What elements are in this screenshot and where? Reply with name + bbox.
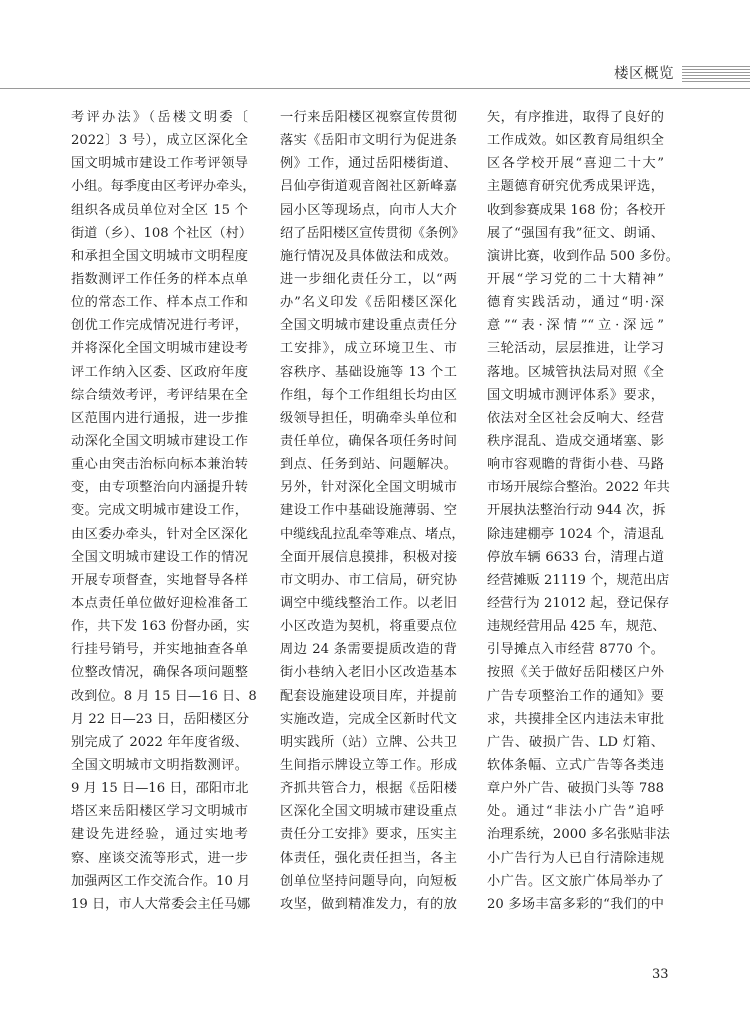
text-line: 小广告。区文旅广体局举办了 [487,873,664,889]
text-line: 街道（乡）、108 个社区（村） [71,225,253,241]
text-line: 引导摊点入市经营 8770 个。 [487,642,664,658]
text-column-2 [280,106,465,916]
header-decoration-lines [682,66,750,82]
header-rule [0,88,750,89]
text-line: 主题德育研究优秀成果评选， [487,179,664,195]
text-line: 经营行为 21012 起，登记保存 [487,595,670,611]
text-line: 处。通过“非法小广告”追呼 [487,804,664,820]
text-line: 改到位。8 月 15 日—16 日、8 [71,688,257,704]
text-column-1 [71,106,257,916]
text-line: 工作成效。如区教育局组织全 [487,133,664,149]
text-line: 综合绩效考评，考评结果在全 [71,387,248,403]
text-line: 响市容观瞻的背街小巷、马路 [487,457,664,473]
text-line: 除违建棚亭 1024 个，清退乱 [487,526,664,542]
text-line: 绍了岳阳楼区宣传贯彻《条例》 [280,225,465,241]
text-line: 塔区来岳阳楼区学习文明城市 [71,804,248,820]
text-line: 全国文明城市文明指数测评。 [71,757,248,773]
text-line: 作，共下发 163 份督办函，实 [71,619,250,635]
text-line: 到点、任务到站、问题解决。 [280,457,457,473]
text-line: 实施改造，完成全区新时代文 [280,711,457,727]
text-line: 市场开展综合整治。2022 年共 [487,480,670,496]
text-line: 小组。每季度由区考评办牵头， [71,179,256,195]
text-line: 齐抓共管合力，根据《岳阳楼 [280,781,457,797]
text-line: 作组，每个工作组组长均由区 [280,387,457,403]
page-number: 33 [652,967,669,982]
text-line: 施行情况及具体做法和成效。 [280,248,457,264]
text-line: 重心由突击治标向标本兼治转 [71,457,248,473]
text-line: 创单位坚持问题导向，向短板 [280,873,457,889]
text-line: 区深化全国文明城市建设重点 [280,804,457,820]
text-line: 按照《关于做好岳阳楼区户外 [487,665,664,681]
text-line: 办”名义印发《岳阳楼区深化 [280,295,457,311]
text-line: 位的常态工作、样本点工作和 [71,295,248,311]
text-line: 软体条幅、立式广告等各类违 [487,757,664,773]
text-line: 和承担全国文明城市文明程度 [71,248,248,264]
text-line: 考评办法》（岳楼文明委〔 [71,110,248,125]
text-line: 演讲比赛，收到作品 500 多份。 [487,248,679,264]
text-line: 明实践所（站）立牌、公共卫 [280,734,457,750]
text-line: 体责任，强化责任担当，各主 [280,850,457,866]
text-line: 并将深化全国文明城市建设考 [71,341,248,357]
text-line: 建设工作中基础设施薄弱、空 [280,503,457,519]
text-line: 别完成了 2022 年年度省级、 [71,734,248,750]
text-line: 小广告行为人已自行清除违规 [487,850,664,866]
text-line: 容秩序、基础设施等 13 个工 [280,364,457,380]
text-line: 广告专项整治工作的通知》要 [487,688,664,704]
text-line: 变，由专项整治向内涵提升转 [71,480,248,496]
text-line: 例》工作，通过岳阳楼街道、 [280,156,457,172]
text-line: 行挂号销号，并实地抽查各单 [71,642,248,658]
text-line: 2022〕3 号），成立区深化全 [71,133,248,149]
text-line: 动深化全国文明城市建设工作 [71,433,248,449]
text-line: 工安排》，成立环境卫生、市 [280,341,457,357]
text-line: 进一步细化责任分工，以“两 [280,271,457,287]
text-line: 责任单位，确保各项任务时间 [280,433,457,449]
text-line: 变。完成文明城市建设工作， [71,503,248,519]
text-line: 由区委办牵头，针对全区深化 [71,526,248,542]
text-line: 生间指示牌设立等工作。形成 [280,757,457,773]
text-line: 落地。区城管执法局对照《全 [487,364,664,380]
text-line: 攻坚，做到精准发力，有的放 [280,896,457,912]
text-line: 园小区等现场点，向市人大介 [280,202,457,218]
text-line: 建设先进经验，通过实地考 [71,827,248,843]
text-line: 开展“学习党的二十大精神” [487,271,664,287]
text-line: 德育实践活动，通过“明·深 [487,295,664,311]
text-line: 组织各成员单位对全区 15 个 [71,202,248,218]
text-line: 求，共摸排全区内违法未审批 [487,711,664,727]
text-line: 20 多场丰富多彩的“我们的中 [487,896,664,912]
text-line: 意”“表·深情”“立·深远” [487,318,664,334]
text-line: 全国文明城市建设工作的情况 [71,549,248,565]
text-line: 调空中缆线整治工作。以老旧 [280,595,457,611]
text-line: 秩序混乱、造成交通堵塞、影 [487,433,664,449]
text-line: 级领导担任，明确牵头单位和 [280,410,457,426]
text-line: 收到参赛成果 168 份；各校开 [487,202,666,218]
text-line: 指数测评工作任务的样本点单 [71,271,248,287]
text-line: 展了“强国有我”征文、朗诵、 [487,225,664,241]
text-line: 吕仙亭街道观音阁社区新峰嘉 [280,179,457,195]
text-line: 广告、破损广告、LD 灯箱、 [487,734,664,750]
text-line: 评工作纳入区委、区政府年度 [71,364,248,380]
text-line: 创优工作完成情况进行考评， [71,318,248,334]
text-line: 一行来岳阳楼区视察宣传贯彻 [280,110,457,125]
text-line: 经营摊贩 21119 个，规范出店 [487,572,670,588]
text-line: 位整改情况，确保各项问题整 [71,665,248,681]
text-line: 国文明城市建设工作考评领导 [71,156,248,172]
text-line: 依法对全区社会反响大、经营 [487,410,664,426]
text-line: 中缆线乱拉乱牵等难点、堵点， [280,526,465,542]
text-line: 另外，针对深化全国文明城市 [280,480,457,496]
text-line: 责任分工安排》要求，压实主 [280,827,457,843]
text-line: 治理系统，2000 多名张贴非法 [487,827,670,843]
text-line: 察、座谈交流等形式，进一步 [71,850,248,866]
text-line: 国文明城市测评体系》要求， [487,387,664,403]
text-line: 小区改造为契机，将重要点位 [280,619,457,635]
text-line: 章户外广告、破损门头等 788 [487,781,664,797]
text-line: 9 月 15 日—16 日，邵阳市北 [71,781,249,797]
text-line: 矢，有序推进，取得了良好的 [487,110,664,125]
text-line: 市文明办、市工信局，研究协 [280,572,457,588]
text-line: 区各学校开展“喜迎二十大” [487,156,664,172]
text-line: 落实《岳阳市文明行为促进条 [280,133,457,149]
text-line: 违规经营用品 425 车，规范、 [487,619,666,635]
text-line: 月 22 日—23 日，岳阳楼区分 [71,711,250,727]
text-line: 三轮活动，层层推进，让学习 [487,341,664,357]
text-line: 配套设施建设项目库，并提前 [280,688,457,704]
text-line: 全国文明城市建设重点责任分 [280,318,457,334]
page-header [0,58,750,86]
text-line: 加强两区工作交流合作。10 月 [71,873,251,889]
text-line: 开展执法整治行动 944 次，拆 [487,503,666,519]
section-title: 楼区概览 [614,66,674,82]
text-line: 全面开展信息摸排，积极对接 [280,549,457,565]
text-line: 开展专项督查，实地督导各样 [71,572,248,588]
text-line: 街小巷纳入老旧小区改造基本 [280,665,457,681]
text-line: 周边 24 条需要提质改造的背 [280,642,457,658]
text-line: 19 日，市人大常委会主任马娜 [71,896,251,912]
text-column-3 [487,106,679,916]
text-line: 本点责任单位做好迎检准备工 [71,595,248,611]
text-line: 区范围内进行通报，进一步推 [71,410,248,426]
text-line: 停放车辆 6633 台，清理占道 [487,549,664,565]
